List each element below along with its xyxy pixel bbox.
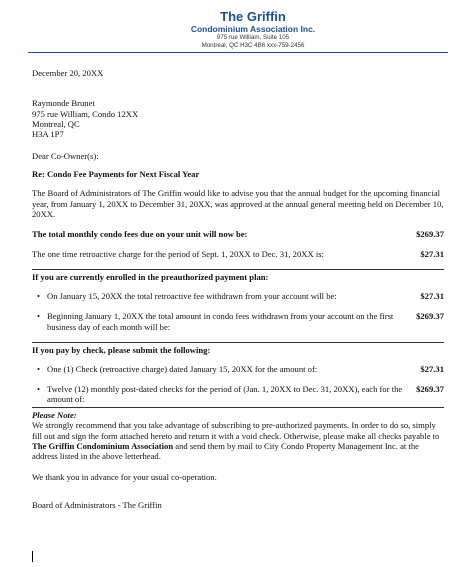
thanks-line: We thank you in advance for your usual co-operation. bbox=[32, 471, 217, 482]
signature-line: Board of Administrators - The Griffin bbox=[32, 499, 162, 510]
bullet-icon: • bbox=[37, 291, 41, 302]
letterhead-divider bbox=[28, 52, 448, 53]
letterhead-address-line1: 975 rue William, Suite 105 bbox=[216, 34, 290, 41]
bullet-icon: • bbox=[37, 364, 41, 375]
list-item bbox=[32, 291, 444, 301]
monthly-fee-row bbox=[32, 229, 444, 239]
salutation: Dear Co-Owner(s): bbox=[32, 150, 99, 161]
check-heading: If you pay by check, please submit the following: bbox=[32, 344, 211, 355]
letterhead-name: The Griffin bbox=[220, 9, 286, 24]
letterhead-address-line2: Montreal, QC H3C 4B6 xxx-759-2456 bbox=[201, 41, 305, 49]
section-divider bbox=[32, 342, 444, 343]
letterhead bbox=[32, 0, 444, 49]
recipient-city: Montreal, QC bbox=[32, 119, 80, 130]
note-title: Please Note: bbox=[32, 410, 77, 421]
recipient-postal: H3A 1P7 bbox=[32, 129, 64, 140]
recipient-street: 975 rue William, Condo 12XX bbox=[32, 108, 139, 119]
retro-charge-label: The one time retroactive charge for the period of Sept. 1, 20XX to Dec. 31, 20XX is: bbox=[32, 249, 324, 260]
list-item bbox=[32, 364, 444, 374]
note-text: We strongly recommend that you take advantage of subscribing to pre-authorized payments. In order to do so, simply fill out and sign the form attached hereto and return it with a void check. Otherwise, please make all checks payable to bbox=[32, 420, 440, 441]
letter-date: December 20, 20XX bbox=[32, 68, 104, 79]
list-item-text: One (1) Check (retroactive charge) dated January 15, 20XX for the amount of: bbox=[47, 364, 318, 375]
section-divider bbox=[32, 407, 444, 408]
note-payee: The Griffin Condominium Association bbox=[32, 441, 174, 452]
intro-paragraph: The Board of Administrators of The Griffin would like to advise you that the annual budget for the upcoming financial year, from January 1, 20XX to December 31, 20XX, was approved at the annual general meeting held on December 10, 20XX. bbox=[32, 188, 444, 219]
recipient-address bbox=[32, 98, 444, 139]
recipient-name: Raymonde Brunet bbox=[32, 98, 95, 109]
bullet-icon: • bbox=[37, 383, 41, 394]
list-item-text: Beginning January 1, 20XX the total amount in condo fees withdrawn from your account on the first business day of each month will be: bbox=[47, 311, 394, 332]
list-item bbox=[32, 311, 444, 332]
list-item-amount: $27.31 bbox=[420, 364, 444, 375]
note-paragraph bbox=[32, 420, 444, 461]
retro-charge-amount: $27.31 bbox=[420, 249, 444, 260]
list-item-text: Twelve (12) monthly post-dated checks for the period of (Jan. 1, 20XX to Dec. 31, 20XX), each for the amount of: bbox=[47, 383, 403, 404]
monthly-fee-label: The total monthly condo fees due on your unit will now be: bbox=[32, 229, 248, 240]
subject-line: Re: Condo Fee Payments for Next Fiscal Year bbox=[32, 168, 200, 179]
monthly-fee-amount: $269.37 bbox=[416, 229, 444, 240]
list-item-amount: $27.31 bbox=[420, 291, 444, 302]
section-divider bbox=[32, 269, 444, 270]
list-item-text: On January 15, 20XX the total retroactive fee withdrawn from your account will be: bbox=[47, 291, 337, 302]
retro-charge-row bbox=[32, 249, 444, 259]
preauth-heading: If you are currently enrolled in the preauthorized payment plan: bbox=[32, 271, 269, 282]
letterhead-association: Condominium Association Inc. bbox=[190, 24, 316, 34]
list-item-amount: $269.37 bbox=[416, 311, 444, 322]
note-text: and send them by mail to City Condo Property Management Inc. at the address listed in the above letterhead. bbox=[32, 441, 419, 462]
text-cursor bbox=[32, 551, 33, 562]
bullet-icon: • bbox=[37, 311, 41, 322]
list-item-amount: $269.37 bbox=[416, 383, 444, 394]
list-item bbox=[32, 384, 444, 405]
